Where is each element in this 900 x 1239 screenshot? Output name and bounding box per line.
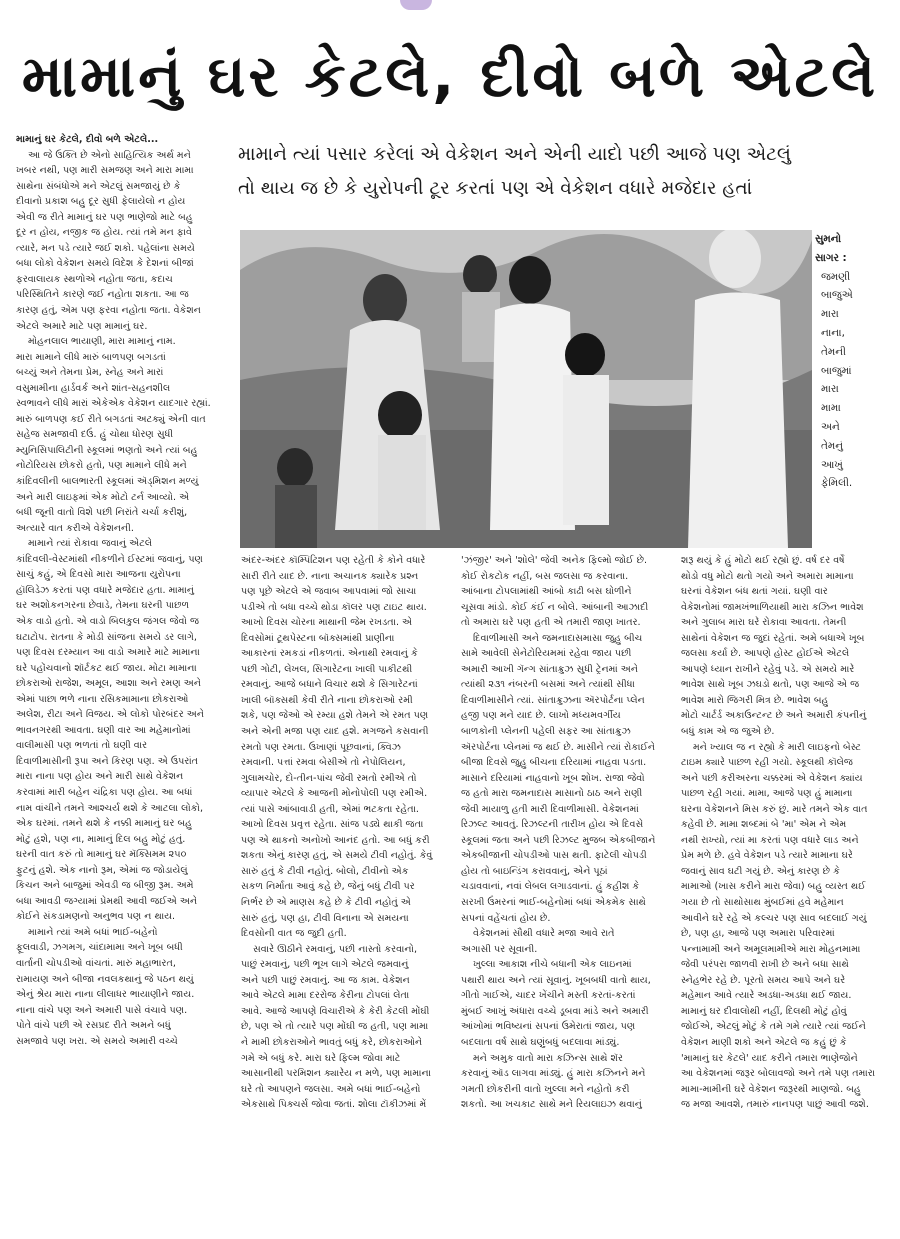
headline: મામાનું ઘર કેટલે, દીવો બળે એટલે [21, 42, 879, 110]
photo-caption [815, 230, 895, 548]
article-column-4 [681, 553, 893, 1236]
article-paragraph: આ જે ઉક્તિ છે એનો સાહિત્યિક અર્થ મને ખબર નથી, પણ મારી સમજણ અને મારા મામા સાથેના સંબંધોએ મને એટલું સમજાયું છે કે દીવાનો પ્રકાશ બહુ દૂર સુધી ફેલાયેલો ન હોય એવી જ રીતે મામાનું ઘર પણ ભાણેજો માટે બહુ દૂર ન હોય, નજીક જ હોય. ત્યાં તમે મન ફાવે ત્યારે, મન પડે ત્યારે જઈ શકો. પહેલાંના સમયે બધા લોકો વેકેશન સમયે વિદેશ કે દેશનાં બીજાં ફરવાલાયક સ્થળોએ નહોતા જતા, કદાચ પરિસ્થિતિને કારણે જઈ નહોતા શકતા. આ જ કારણ હતું, એમ પણ ફરવા નહોતા જતા. વેકેશન એટલે અમારે માટે પણ મામાનું ઘર. [16, 149, 201, 332]
article-column-1 [16, 132, 234, 1232]
pull-quote: મામાને ત્યાં પસાર કરેલાં એ વેકેશન અને એની યાદો પછી આજે પણ એટલું તો થાય જ છે કે યુરોપની ટૂર કરતાં પણ એ વેકેશન વધારે મજેદાર હતાં [238, 144, 791, 199]
article-paragraph: મને ખ્યાલ જ ન રહ્યો કે મારી લાઇફનો બેસ્ટ ટાઇમ ક્યારે પાછળ રહી ગયો. સ્કૂલથી કૉલેજ અને પછી કરીઅરના ચક્કરમાં એ વેકેશન ક્યાંય પાછળ રહી ગયાં. મામા, આજે પણ હું મામાના ઘરના વેકેશનને મિસ કરું છું. મારે તમને એક વાત કહેવી છે. મામા શબ્દમાં બે 'મા' એમ ને એમ નથી રાખ્યો, ત્યાં મા કરતાં પણ વધારે લાડ અને પ્રેમ મળે છે. હવે વેકેશન પડે ત્યારે મામાના ઘરે જવાનું સાવ ઘટી ગયું છે. એનું કારણ છે કે મામાઓ (ખાસ કરીને મારા જેવા) બહુ વ્યસ્ત થઈ ગયા છે તો સાથોસાથ મુંબઈમાં હવે મહેમાન આવીને ઘરે રહે એ કલ્ચર પણ સાવ બદલાઈ ગયું છે, પણ હા, આજે પણ અમારા પરિવારમાં પન્નામામી અને અમૂલમામીએ મારા મોહનમામા જેવી પરંપરા જાળવી રાખી છે અને બધા સાથે સ્નેહભેર રહે છે. પૂરતો સમય આપે અને ઘરે મહેમાન આવે ત્યારે અડધા-અડધા થઈ જાય. મામાનું ઘર દીવાલોથી નહીં, દિલથી મોટું હોવું જોઈએ, એટલું મોટું કે તમે ગમે ત્યારે ત્યાં જઈને વેકેશન માણી શકો અને એટલે જ કહું છું કે 'મામાનું ઘર કેટલે' યાદ કરીને તમારા ભાણેજોને આ વેકેશનમાં જરૂર બોલાવજો અને તમે પણ તમારા મામા-મામીની ઘરે વેકેશન જરૂરથી માણજો. બહુ જ મજા આવશે, તમારું નાનપણ પાછું આવી જશે. [681, 741, 876, 1111]
article-paragraph: સવારે ઊઠીને રમવાનું, પછી નાસ્તો કરવાનો, પાછું રમવાનું, પછી ભૂખ લાગે એટલે જમવાનું અને પછી પાછું રમવાનું. આ જ કામ. વેકેશન આવે એટલે મામા દરરોજ કેરીના ટોપલાં લેતા આવે. આજે આપણે વિચારીએ કે કેરી કેટલી મોંઘી છે, પણ એ તો ત્યારે પણ મોંઘી જ હતી, પણ મામા ને મામી છોકરાઓને ભાવતું બધું કરે, છોકરાઓને ગમે એ બધું કરે. મારા ઘરે ફિલ્મ જોવા માટે આસાનીથી પરમિશન ક્યારેય ન મળે, પણ મામાના ઘરે તો આપણને જલસા. અમે બધાં ભાઈ-બહેનો એકસાથે પિક્ચર્સ જોવા જતાં. શોલા ટૉકીઝમાં મેં [241, 943, 431, 1111]
article-lead [16, 132, 234, 148]
article-paragraph: મને અમુક વાતો મારા કઝિન્સ સાથે શૅર કરવાનું ઑડ લાગવા માંડ્યું. હું મારા કઝિનને મને ગમતી છોકરીની વાતો ખુલ્લા મને નહોતો કરી શકતો. આ ખચકાટ સાથે મને રિયલાઇઝ થવાનું [461, 1052, 646, 1111]
family-photo [240, 230, 812, 548]
article-paragraph: મામાને ત્યાં અમે બધાં ભાઈ-બહેનો ફૂલવાડી, ઝગમગ, ચાંદામામા અને ખૂબ બધી વાર્તાની ચોપડીઓ વાંચતાં. મારું મહાભારત, રામાયણ અને બીજા નવલકથાનું જે પઠન થયું એનું શ્રેય મારા નાના લીલાધર ભાયાણીને જાય. નાના વાંચે પણ અને અમારી પાસે વંચાવે પણ. પોતે વાંચે પછી એ રસપ્રદ રીતે અમને બધું સમજાવે પણ ખરા. એ સમયે અમારી વચ્ચે [16, 926, 195, 1047]
family-photo-illustration [240, 230, 812, 548]
article-paragraph: મોહનલાલ ભાયાણી, મારા મામાનું નામ. મારા મામાને લીધે મારું બાળપણ બગડતાં બચ્યું અને તેમના પ્રેમ, સ્નેહ અને મારાં વસુમામીના હાર્ડવર્ક અને શાંત-સહનશીલ સ્વભાવને લીધે મારાં એકેએક વેકેશન યાદગાર રહ્યાં. મારું બાળપણ કઈ રીતે બગડતાં અટક્યું એની વાત સહેજ સમજાવી દઉં. હું ચોથા ધોરણ સુધી મ્યુનિસિપાલિટીની સ્કૂલમાં ભણતો અને ત્યાં બહુ નોટોરિયસ છોકરો હતો, પણ મામાને લીધે મને કાંદિવલીની બાલભારતી સ્કૂલમાં ઍડ્‌મિશન મળ્યું અને મારી લાઇફમાં એક મોટો ટર્ન આવ્યો. એ બધી જૂની વાતો વિશે પછી નિરાંતે ચર્ચા કરીશું, અત્યારે વાત કરીએ વેકેશનની. [16, 336, 211, 534]
article-paragraph: વેકેશનમાં સૌથી વધારે મજા આવે રાતે અગાસી પર સૂવાની. [461, 928, 615, 955]
photo-caption-text: જમણી બાજુએ મારા નાના, તેમની બાજુમાં મારા મામા અને તેમનું આખું ફેમિલી. [821, 270, 853, 490]
photo-caption-label: સુમનો સાગર : [815, 233, 847, 264]
article-paragraph: અંદર-અંદર કૉમ્પિટિશન પણ રહેતી કે કોને વધારે સારી રીતે યાદ છે. નાના અચાનક ક્યારેક પ્રશ્ન પણ પૂછે એટલે એ જવાબ આપવામાં જો સાચા પડીએ તો બધા વચ્ચે થોડા કૉલર પણ ટાઇટ થાય. આખો દિવસ ચોરના માથાની જેમ રખડતા. એ દિવસોમાં ટૂથપેસ્ટના બૉક્સમાંથી પ્રાણીના આકારનાં રમકડાં નીકળતાં. એનાથી રમવાનું કે પછી ગોટી, લેખલ, સિગારેટના ખાલી પાકીટથી રમવાનું. આજે બધાને વિચાર થશે કે સિગારેટનાં ખાલી બૉક્સથી કેવી રીતે નાના છોકરાઓ રમી શકે, પણ જેઓ એ રમ્યા હશે તેમને એ રમત પણ અને એની મજા પણ યાદ હશે. મગજને કસવાની રમતો પણ રમતા. ઉખાણાં પૂછવાનાં, ક્વિઝ રમવાની. પત્તાં રમવા બેસીએ તો નેપોલિયન, ગુલામચોર, દો-તીન-પાંચ જેવી રમતો રમીએ તો વ્યાપાર એટલે કે આજની મોનોપોલી પણ રમીએ. ત્યાં પાસે આંબાવાડી હતી, એમાં ભટકતા રહેતા. આખો દિવસ પ્રવૃત્ત રહેતા. સાંજ પડ્યે થાકી જતા પણ એ થાકનો અનોખો આનંદ હતો. આ બધું કરી શકતા એનું કારણ હતું, એ સમયે ટીવી નહોતું. કેવું સારું હતું કે ટીવી નહોતું. બોલો, ટીવીનો એક સકળ નિર્માતા આવું કહે છે, જેનું બધું ટીવી પર નિર્ભર છે એ માણસ કહે છે કે ટીવી નહોતું એ સારું હતું, પણ હા, ટીવી વિનાના એ સમયના દિવસોની વાત જ જુદી હતી. [241, 555, 433, 940]
article-paragraph: 'ઝંજીર' અને 'શોલે' જેવી અનેક ફિલ્મો જોઈ છે. કોઈ રોકટોક નહીં, બસ જલસા જ કરવાના. આંબાના ટોપલામાંથી આંબો કાઢી બસ ઘોળીને ચૂસવા માંડો. કોઈ કંઈ ન બોલે. આંબાની આઝાદી તો અમારા ઘરે પણ હતી એ તમારી જાણ ખાતર. [461, 555, 649, 629]
article-paragraph: મામાને ત્યાં રોકાવા જવાનું એટલે કાંદિવલી-વેસ્ટમાંથી નીકળીને ઈસ્ટમાં જવાનું, પણ સાચું કહું, એ દિવસો મારા આજના યુરોપના હૉલિડેઝ કરતાં પણ વધારે મજેદાર હતા. મામાનું ઘર અશોકનગરના છેવાડે, તેમના ઘરની પાછળ એક વાડો હતો. એ વાડો બિલકુલ જંગલ જેવો જ ઘટાટોપ. રાતના કે મોડી સાંજના સમયે ડર લાગે, પણ દિવસ દરમ્યાન આ વાડો અમારે માટે મામાના ઘરે પહોંચવાનો શૉર્ટકટ થઈ જાય. મોટા મામાના છોકરાઓ રાજેશ, અમૂલ, આશા અને રમણ અને એમાં પાછા ભળે નાના રસિકમામાના છોકરાઓ અલેશ, રીટા અને વિજય. એ લોકો પોરબંદર અને ભાવનગરથી આવતા. ઘણી વાર આ મહેમાનોમાં વાલીમાસી પણ ભળતાં તો ઘણી વાર દિવાળીમાસીની રૂપા અને કિરણ પણ. એ ઉપરાંત મારા નાના પણ હોય અને મારી સાથે વેકેશન કરવામાં મારી બહેન ચંદ્રિકા પણ હોય. આ બધાં નામ વાંચીને તમને આશ્ચર્ય થશે કે આટલા લોકો, એક ઘરમાં. તમને થશે કે નક્કી મામાનું ઘર બહુ મોટું હશે, પણ ના, મામાનું દિલ બહુ મોટું હતું. ઘરની વાત કરું તો મામાનું ઘર મૅક્સિમમ ૨૫૦ ફુટનું હશે. એક નાનો રૂમ, એમાં જ જોડાયેલું કિચન અને બાજુમાં એવડી જ બીજી રૂમ. અમે બધા આવડી જગ્યામાં પ્રેમથી આવી જઈએ અને કોઈને સંકડામણનો અનુભવ પણ ન થાય. [16, 538, 205, 923]
article-column-3 [461, 553, 675, 1236]
article-lead-line: મામાનું ઘર કેટલે, દીવો બળે એટલે... [16, 134, 159, 145]
article-paragraph: દિવાળીમાસી અને જમનાદાસમાસા જુહુ બીચ સામે આવેલી સેનેટોરિયમમાં રહેવા જાય પછી અમારી આખી ગૅન્ગ સાંતાક્રુઝ સુધી ટ્રેનમાં અને ત્યાંથી ૨૩૧ નંબરની બસમાં અને ત્યાંથી સીધા દિવાળીમાસીને ત્યાં. સાંતાક્રુઝના ઍરપોર્ટના પ્લેન હજી પણ મને યાદ છે. લાખો મધ્યમવર્ગીય બાળકોની પ્લેનની પહેલી સફર આ સાંતાક્રુઝ ઍરપોર્ટના પ્લેનમાં જ થઈ છે. માસીને ત્યાં રોકાઈને બીજા દિવસે જુહુ બીચના દરિયામાં નાહવા પડતા. માસાને દરિયામાં નાહવાનો ખૂબ શોખ. રાજા જેવો જ હતો મારા જમનાદાસ માસાનો ઠાઠ અને રાણી જેવી માયાળુ હતી મારી દિવાળીમાસી. વેકેશનમાં રિઝલ્ટ આવતું. રિઝલ્ટની તારીખ હોય એ દિવસે સ્કૂલમાં જતા અને પછી રિઝલ્ટ મુજબ એકબીજાને એકબીજાની ચોપડીઓ પાસ થતી. ફાટેલી ચોપડી હોય તો બાઇન્ડિંગ કરાવવાનું, એને પૂઠાં ચડાવવાનાં, નવાં લેબલ લગાડવાનાં. હું કહીશ કે સરખી ઉંમરનાં ભાઈ-બહેનોમાં બધાં એકમેક સાથે સપનાં વહેંચતાં હોય છે. [461, 632, 656, 924]
article-paragraph: ખુલ્લા આકાશ નીચે બધાની એક લાઇનમાં પથારી થાય અને ત્યાં સૂવાનું. ખૂબબધી વાતો થાય, ગીતો ગાઈએ, ચાદર ખેંચીને મસ્તી કરતાં-કરતાં મુંબઈ આખું અંધારા વચ્ચે ડૂબવા માંડે અને અમારી આંખોમાં ભવિષ્યનાં સપનાં ઉમેરાતાં જાય, પણ બદલાતા વર્ષ સાથે ઘણુંબધું બદલાવા માંડ્યું. [461, 959, 651, 1048]
article-column-2 [241, 553, 457, 1236]
article-paragraph: શરૂ થયું કે હું મોટો થઈ રહ્યો છું. વર્ષ દર વર્ષે થોડો વધુ મોટો થતો ગયો અને અમારા મામાના ઘરનાં વેકેશન બંધ થતાં ગયાં. ઘણી વાર વેકેશનોમાં જામખંભાળિયાથી મારા કઝિન ભાવેશ અને ગુલાબ મારા ઘરે રોકાવા આવતા. તેમની સાથેનાં વેકેશન જ જુદાં રહેતાં. અમે બધાએ ખૂબ જલસા કર્યા છે. આપણે હોસ્ટ હોઈએ એટલે આપણે ધ્યાન રાખીને રહેવું પડે. એ સમયે મારે ભાવેશ સાથે ખૂબ ઝઘડો થતો, પણ આજે એ જ ભાવેશ મારો જિગરી મિત્ર છે. ભાવેશ બહુ મોટો ચાર્ટર્ડ અકાઉન્ટન્ટ છે અને અમારી કંપનીનું બધું કામ એ જ જુએ છે. [681, 555, 867, 738]
masthead-tab-decoration [400, 0, 432, 10]
